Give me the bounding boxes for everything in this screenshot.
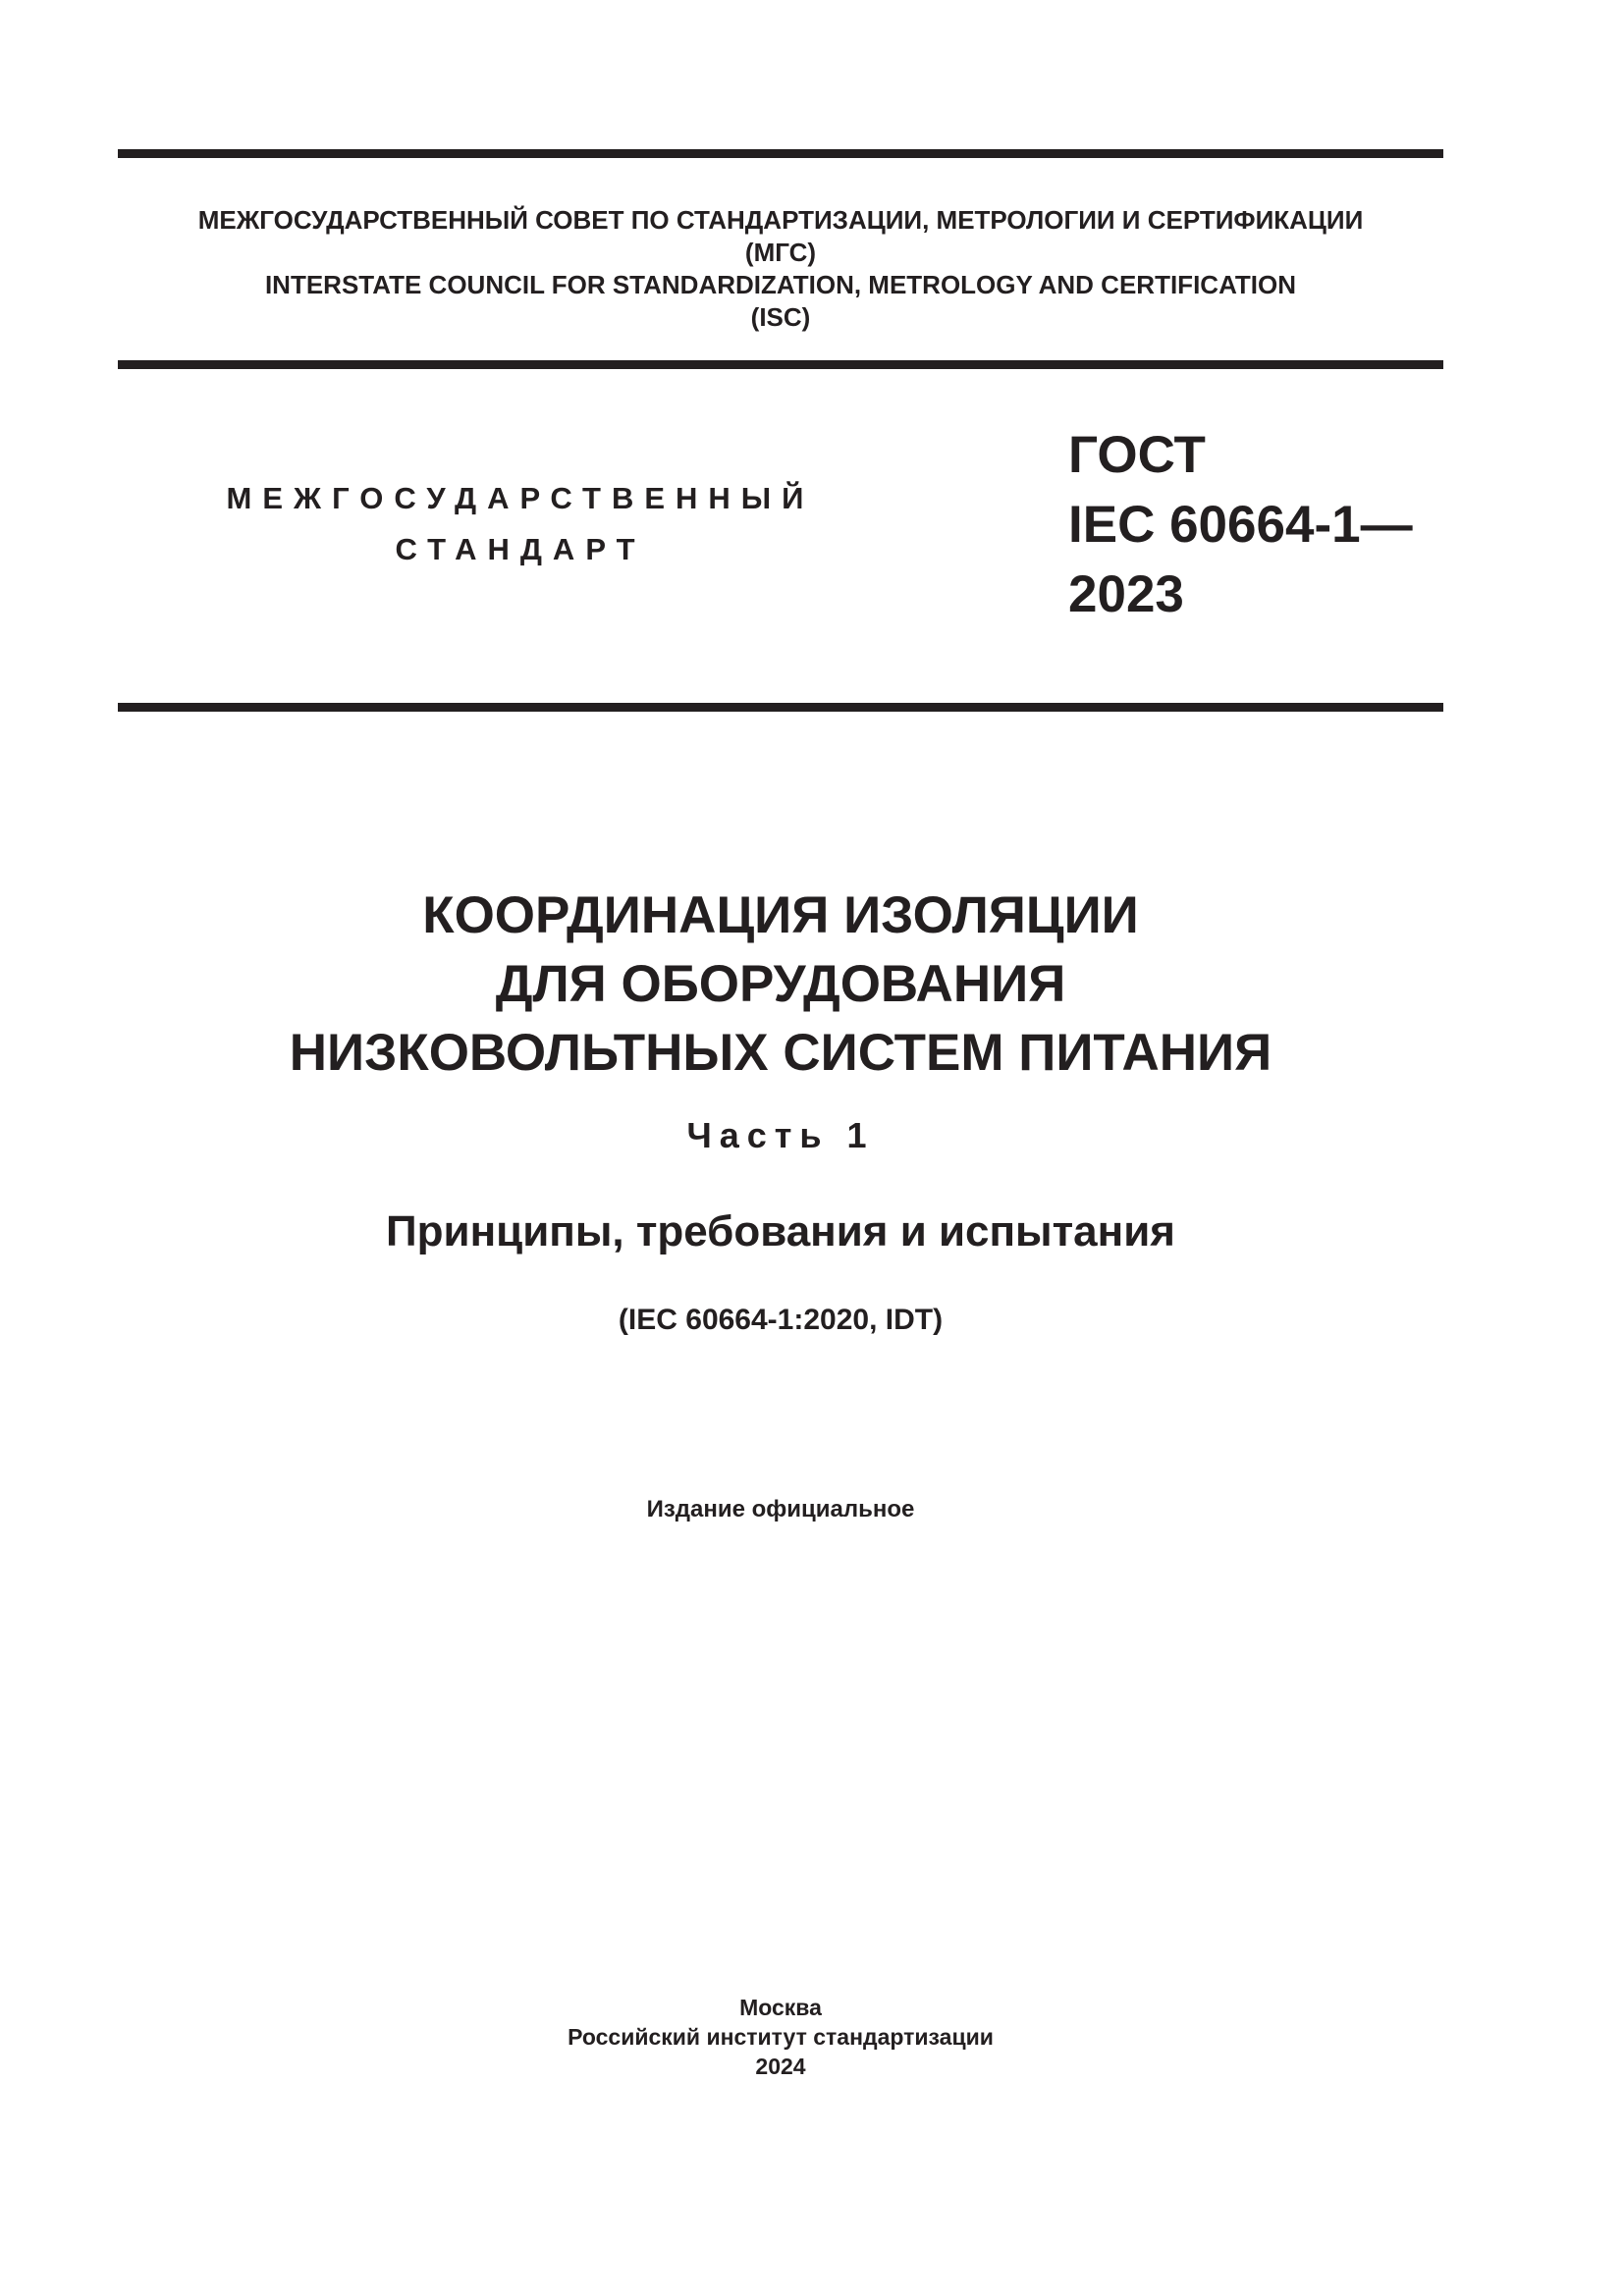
standard-number: IEC 60664-1— <box>1068 496 1413 554</box>
council-header <box>118 204 1443 334</box>
council-name-ru: МЕЖГОСУДАРСТВЕННЫЙ СОВЕТ ПО СТАНДАРТИЗАЦИИ, МЕТРОЛОГИИ И СЕРТИФИКАЦИИ <box>197 205 1364 235</box>
publisher-city: Москва <box>739 1995 822 2020</box>
edition-note: Издание официальное <box>646 1496 915 1522</box>
top-rule <box>118 149 1443 158</box>
title-line-2: ДЛЯ ОБОРУДОВАНИЯ <box>495 955 1066 1013</box>
title-line-1: КООРДИНАЦИЯ ИЗОЛЯЦИИ <box>422 886 1139 944</box>
standard-year: 2023 <box>1068 565 1184 623</box>
gost-label: ГОСТ <box>1068 426 1206 484</box>
standard-type <box>147 473 893 575</box>
document-subtitle: Принципы, требования и испытания <box>386 1207 1175 1255</box>
title-line-3: НИЗКОВОЛЬТНЫХ СИСТЕМ ПИТАНИЯ <box>289 1024 1272 1082</box>
standard-designation <box>1068 420 1413 629</box>
standard-type-line2: СТАНДАРТ <box>395 532 646 566</box>
council-abbr-en: (ISC) <box>750 302 811 332</box>
part-number: Часть 1 <box>686 1115 875 1155</box>
council-abbr-ru: (МГС) <box>744 238 817 267</box>
document-title <box>118 881 1443 1088</box>
council-name-en: INTERSTATE COUNCIL FOR STANDARDIZATION, METROLOGY AND CERTIFICATION <box>264 270 1297 299</box>
header-rule <box>118 360 1443 369</box>
equivalence-note: (IEC 60664-1:2020, IDT) <box>618 1304 944 1336</box>
publisher-block <box>118 1993 1443 2081</box>
publisher-name: Российский институт стандартизации <box>568 2024 994 2050</box>
standard-type-line1: МЕЖГОСУДАРСТВЕННЫЙ <box>226 481 815 515</box>
designation-rule <box>118 703 1443 712</box>
publication-year: 2024 <box>755 2054 806 2079</box>
